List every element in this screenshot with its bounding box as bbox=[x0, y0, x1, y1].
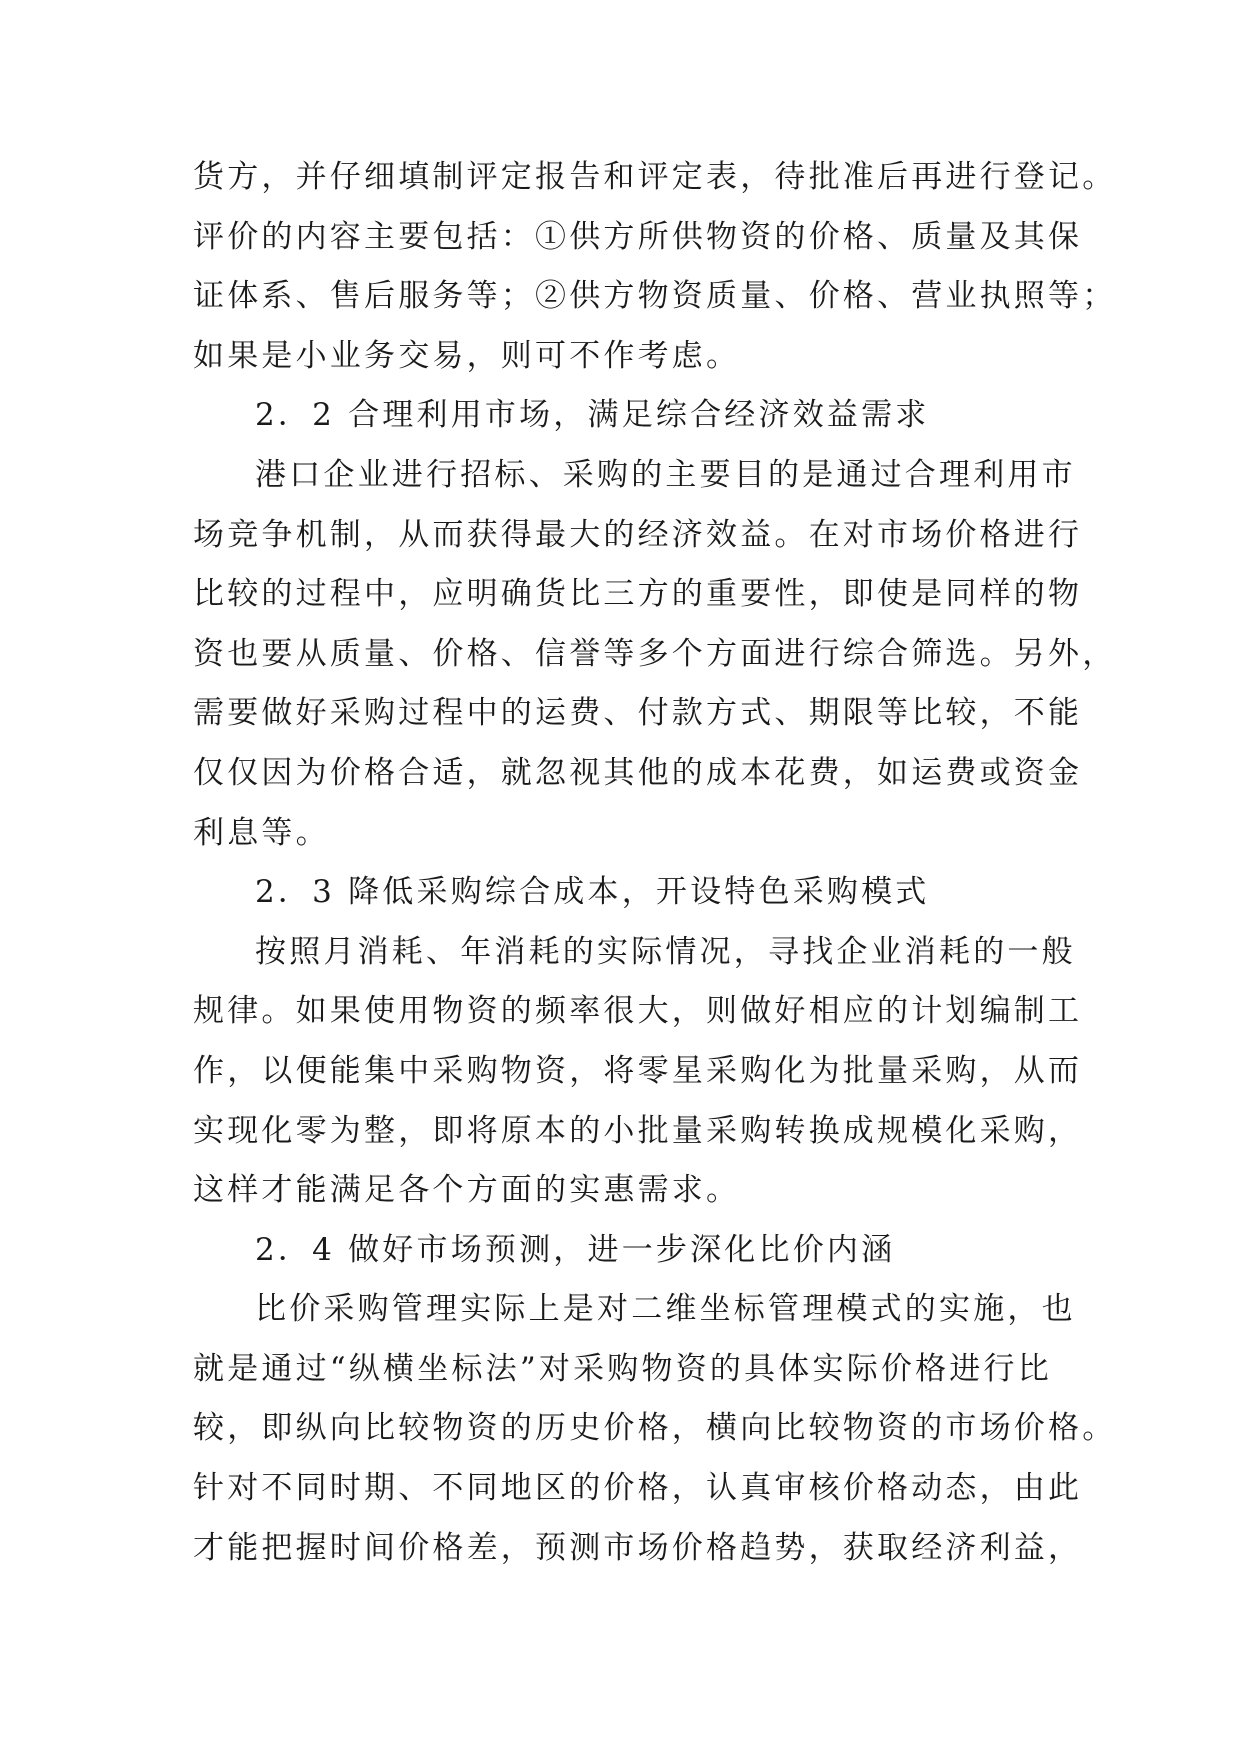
text-line: 证体系、售后服务等；②供方物资质量、价格、营业执照等； bbox=[193, 278, 1117, 315]
document-body bbox=[193, 148, 1117, 1578]
text-line: 作，以便能集中采购物资，将零星采购化为批量采购，从而 bbox=[193, 1052, 1083, 1089]
text-line: 货方，并仔细填制评定报告和评定表，待批准后再进行登记。 bbox=[193, 159, 1117, 195]
paragraph-first-line: 比价采购管理实际上是对二维坐标管理模式的实施，也 bbox=[255, 1291, 1076, 1328]
text-line: 这样才能满足各个方面的实惠需求。 bbox=[193, 1172, 741, 1209]
text-line: 利息等。 bbox=[193, 814, 330, 851]
text-line: 较，即纵向比较物资的历史价格，横向比较物资的市场价格。 bbox=[193, 1410, 1117, 1447]
text-line: 规律。如果使用物资的频率很大，则做好相应的计划编制工 bbox=[193, 993, 1083, 1030]
paragraph-first-line: 按照月消耗、年消耗的实际情况，寻找企业消耗的一般 bbox=[255, 933, 1076, 970]
text-line: 需要做好采购过程中的运费、付款方式、期限等比较，不能 bbox=[193, 695, 1083, 732]
text-line: 如果是小业务交易，则可不作考虑。 bbox=[193, 337, 741, 374]
text-line: 评价的内容主要包括：①供方所供物资的价格、质量及其保 bbox=[193, 218, 1083, 255]
text-line: 资也要从质量、价格、信誉等多个方面进行综合筛选。另外， bbox=[193, 635, 1117, 672]
text-line: 就是通过“纵横坐标法”对采购物资的具体实际价格进行比 bbox=[193, 1350, 1052, 1387]
text-line: 仅仅因为价格合适，就忽视其他的成本花费，如运费或资金 bbox=[193, 754, 1083, 791]
text-line: 实现化零为整，即将原本的小批量采购转换成规模化采购， bbox=[193, 1112, 1083, 1149]
text-line: 才能把握时间价格差，预测市场价格趋势，获取经济利益， bbox=[193, 1529, 1083, 1566]
text-line: 针对不同时期、不同地区的价格，认真审核价格动态，由此 bbox=[193, 1470, 1083, 1507]
text-line: 场竞争机制，从而获得最大的经济效益。在对市场价格进行 bbox=[193, 516, 1083, 553]
section-heading: 2．2 合理利用市场，满足综合经济效益需求 bbox=[255, 397, 930, 434]
section-heading: 2．3 降低采购综合成本，开设特色采购模式 bbox=[255, 874, 930, 911]
text-line: 比较的过程中，应明确货比三方的重要性，即使是同样的物 bbox=[193, 576, 1083, 613]
paragraph-first-line: 港口企业进行招标、采购的主要目的是通过合理利用市 bbox=[255, 456, 1076, 493]
section-heading: 2．4 做好市场预测，进一步深化比价内涵 bbox=[255, 1231, 896, 1268]
